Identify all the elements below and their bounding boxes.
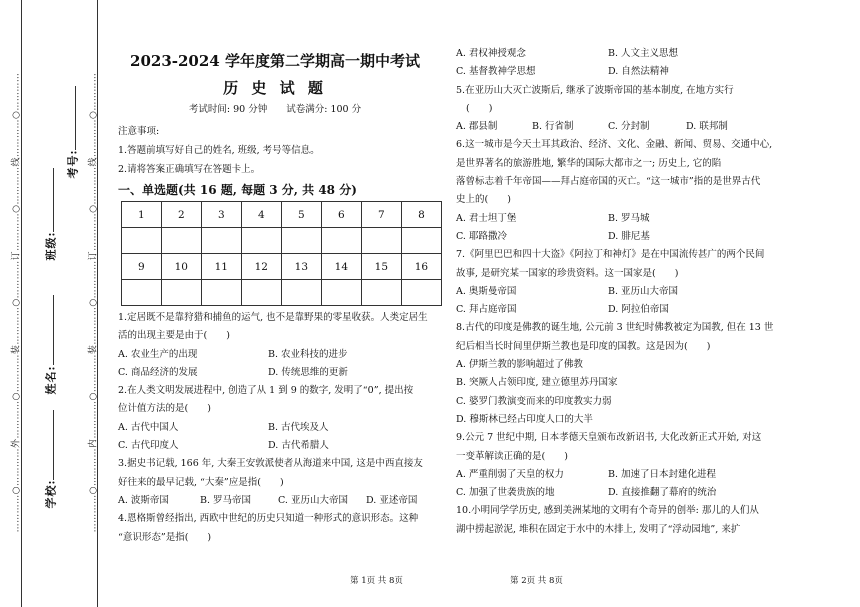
q6-options [456, 228, 856, 246]
answer-cell[interactable] [122, 228, 162, 254]
q6-options [456, 210, 856, 228]
q7-options [456, 283, 856, 301]
answer-grid [121, 201, 442, 306]
grid-num: 16 [401, 254, 441, 280]
grid-num: 10 [161, 254, 201, 280]
grid-num: 4 [241, 202, 281, 228]
page-2 [456, 0, 856, 607]
option-d[interactable]: D. 穆斯林已经占印度人口的大半 [456, 413, 593, 425]
q9-options [456, 466, 856, 484]
notes-heading: 注意事项: [118, 126, 160, 137]
q5-options [456, 118, 856, 136]
q5-stem: ( ) [466, 102, 493, 114]
option-b[interactable]: B. 人文主义思想 [608, 48, 679, 59]
answer-cell[interactable] [161, 280, 201, 306]
q9-stem: 一变革解读正确的是( ) [456, 450, 568, 462]
option-d[interactable]: D. 直接推翻了幕府的统治 [608, 487, 717, 499]
exam-no-blank[interactable] [75, 86, 76, 150]
option-b[interactable]: B. 农业科技的进步 [268, 348, 348, 360]
option-c[interactable]: C. 基督教神学思想 [456, 66, 536, 78]
q4-options [456, 45, 856, 63]
inner-binding-strip: …………○…………内…………○…………装…………○…………订…………○…………线…………○………… [88, 72, 99, 533]
option-b[interactable]: B. 亚历山大帝国 [608, 285, 679, 297]
option-b[interactable]: B. 行省制 [532, 121, 574, 133]
q7-options [456, 301, 856, 319]
q3-stem: 3.据史书记载, 166 年, 大秦王安敦派使者从海道来中国, 这是中西直接友 [118, 458, 423, 470]
option-a[interactable]: A. 严重削弱了天皇的权力 [456, 468, 564, 480]
class-blank[interactable] [53, 168, 54, 232]
q4-stem: 4.恩格斯曾经指出, 西欧中世纪的历史只知道一种形式的意识形态。这种 [118, 513, 419, 525]
q7-stem: 7.《阿里巴巴和四十大盗》《阿拉丁和神灯》是在中国流传甚广的两个民间 [456, 249, 765, 261]
q8-stem: 8.古代的印度是佛教的诞生地, 公元前 3 世纪时佛教被定为国教, 但在 13 世 [456, 322, 774, 334]
option-d[interactable]: D. 阿拉伯帝国 [608, 304, 669, 316]
q1-stem: 1.定居既不是靠狩猎和捕鱼的运气, 也不是靠野果的零星收获。人类定居生 [118, 312, 428, 323]
option-a[interactable]: A. 伊斯兰教的影响超过了佛教 [456, 359, 583, 371]
answer-cell[interactable] [321, 228, 361, 254]
q2-options [118, 437, 443, 455]
q6-stem: 6.这一城市是今天土耳其政治、经济、文化、金融、新闻、贸易、交通中心, [456, 139, 773, 151]
option-a[interactable]: A. 奥斯曼帝国 [456, 285, 517, 297]
school-blank[interactable] [53, 410, 54, 480]
note-2: 2.请将答案正确填写在答题卡上。 [118, 164, 261, 175]
answer-grid-blank-row [122, 228, 442, 254]
exam-time: 考试时间: 90 分钟 [188, 104, 268, 115]
q10-stem: 湖中捞起淤泥, 堆积在固定于水中的木排上, 发明了“浮动园地”, 来扩 [456, 523, 741, 535]
q2-options [118, 419, 443, 437]
grid-num: 12 [241, 254, 281, 280]
option-a[interactable]: A. 波斯帝国 [118, 494, 169, 506]
grid-num: 15 [361, 254, 401, 280]
q3-stem: 好往来的最早记载, “大秦”应是指( ) [118, 476, 284, 488]
q2-stem: 2.在人类文明发展进程中, 创造了从 1 到 9 的数字, 发明了“0”, 提出按 [118, 385, 414, 397]
q9-stem: 9.公元 7 世纪中期, 日本孝德天皇颁布改新诏书, 大化改新正式开始, 对这 [456, 432, 762, 444]
answer-cell[interactable] [401, 280, 441, 306]
q4-stem: “意识形态”是指( ) [118, 531, 212, 543]
option-c[interactable]: C. 拜占庭帝国 [456, 304, 517, 316]
grid-num: 6 [321, 202, 361, 228]
q2-stem: 位计值方法的是( ) [118, 403, 211, 415]
q5-stem: 5.在亚历山大灭亡波斯后, 继承了波斯帝国的基本制度, 在地方实行 [456, 84, 734, 96]
page-number-right: 第 2页 共 8页 [510, 576, 563, 586]
exam-title: 2023-2024 学年度第二学期高一期中考试 [130, 52, 420, 70]
option-d[interactable]: D. 联邦制 [686, 121, 728, 133]
q6-stem: 是世界著名的旅游胜地, 繁华的国际大都市之一; 历史上, 它的陷 [456, 157, 722, 169]
grid-num: 1 [122, 202, 162, 228]
grid-num: 14 [321, 254, 361, 280]
q3-options [118, 492, 443, 510]
section-heading: 一、单选题(共 16 题, 每题 3 分, 共 48 分) [118, 183, 357, 197]
q4-options [456, 63, 856, 81]
q1-stem: 活的出现主要是由于( ) [118, 330, 230, 342]
answer-cell[interactable] [281, 280, 321, 306]
option-a[interactable]: A. 农业生产的出现 [118, 348, 198, 360]
name-label: 姓名: [44, 365, 58, 395]
option-b[interactable]: B. 加速了日本封建化进程 [608, 468, 717, 480]
subject-title: 历 史 试 题 [223, 79, 327, 97]
answer-grid-blank-row [122, 280, 442, 306]
option-d[interactable]: D. 古代希腊人 [268, 440, 329, 452]
questions-left [118, 309, 443, 547]
outer-binding-strip: …………○…………外…………○…………装…………○…………订…………○…………线…………○………… [11, 72, 22, 533]
answer-cell[interactable] [401, 228, 441, 254]
questions-right [456, 45, 856, 539]
school-label: 学校: [44, 479, 58, 509]
option-d[interactable]: D. 腓尼基 [608, 230, 650, 242]
class-label: 班级: [44, 231, 58, 261]
answer-grid-header-row [122, 202, 442, 228]
grid-num: 5 [281, 202, 321, 228]
page-number-left: 第 1页 共 8页 [350, 576, 403, 586]
grid-num: 8 [401, 202, 441, 228]
q6-stem: 落曾标志着千年帝国——拜占庭帝国的灭亡。“这一城市”指的是世界古代 [456, 176, 761, 188]
exam-score: 试卷满分: 100 分 [286, 104, 362, 115]
exam-no-label: 考号: [66, 149, 80, 179]
option-c[interactable]: C. 分封制 [608, 121, 650, 133]
exam-info [110, 101, 440, 115]
answer-cell[interactable] [321, 280, 361, 306]
answer-cell[interactable] [281, 228, 321, 254]
answer-cell[interactable] [201, 228, 241, 254]
option-a[interactable]: A. 郡县制 [456, 121, 498, 133]
grid-num: 13 [281, 254, 321, 280]
option-a[interactable]: A. 君权神授观念 [456, 48, 526, 59]
grid-num: 7 [361, 202, 401, 228]
note-1: 1.答题前填写好自己的姓名, 班级, 考号等信息。 [118, 145, 320, 156]
answer-cell[interactable] [201, 280, 241, 306]
q6-stem: 史上的( ) [456, 194, 511, 206]
page-1 [110, 0, 440, 607]
q7-stem: 故事, 是研究某一国家的珍贵资料。这一国家是( ) [456, 267, 679, 279]
answer-cell[interactable] [161, 228, 201, 254]
option-d[interactable]: D. 亚述帝国 [366, 494, 418, 506]
grid-num: 2 [161, 202, 201, 228]
answer-cell[interactable] [241, 228, 281, 254]
q8-stem: 纪后相当长时间里伊斯兰教也是印度的国教。这是因为( ) [456, 340, 711, 352]
answer-cell[interactable] [241, 280, 281, 306]
option-c[interactable]: C. 耶路撒冷 [456, 230, 507, 242]
q10-stem: 10.小明同学学历史, 感到美洲某地的文明有个奇异的创举: 那儿的人们从 [456, 505, 759, 517]
option-d[interactable]: D. 自然法精神 [608, 66, 669, 78]
q1-options [118, 346, 443, 364]
q1-options [118, 364, 443, 382]
grid-num: 3 [201, 202, 241, 228]
option-b[interactable]: B. 古代埃及人 [268, 421, 329, 433]
option-a[interactable]: A. 古代中国人 [118, 421, 179, 433]
answer-cell[interactable] [361, 228, 401, 254]
grid-num: 9 [122, 254, 162, 280]
q9-options [456, 484, 856, 502]
option-b[interactable]: B. 突厥人占领印度, 建立德里苏丹国家 [456, 377, 618, 389]
option-a[interactable]: A. 君士坦丁堡 [456, 212, 517, 224]
option-b[interactable]: B. 罗马城 [608, 212, 650, 224]
answer-cell[interactable] [361, 280, 401, 306]
option-c[interactable]: C. 亚历山大帝国 [278, 494, 348, 506]
option-d[interactable]: D. 传统思维的更新 [268, 366, 348, 378]
answer-grid-header-row [122, 254, 442, 280]
grid-num: 11 [201, 254, 241, 280]
option-c[interactable]: C. 加强了世袭贵族的地 [456, 487, 555, 499]
option-c[interactable]: C. 古代印度人 [118, 440, 179, 452]
answer-cell[interactable] [122, 280, 162, 306]
option-b[interactable]: B. 罗马帝国 [200, 494, 252, 506]
option-c[interactable]: C. 婆罗门教演变而来的印度教实力弱 [456, 395, 612, 407]
name-blank[interactable] [53, 295, 54, 365]
option-c[interactable]: C. 商品经济的发展 [118, 366, 198, 378]
